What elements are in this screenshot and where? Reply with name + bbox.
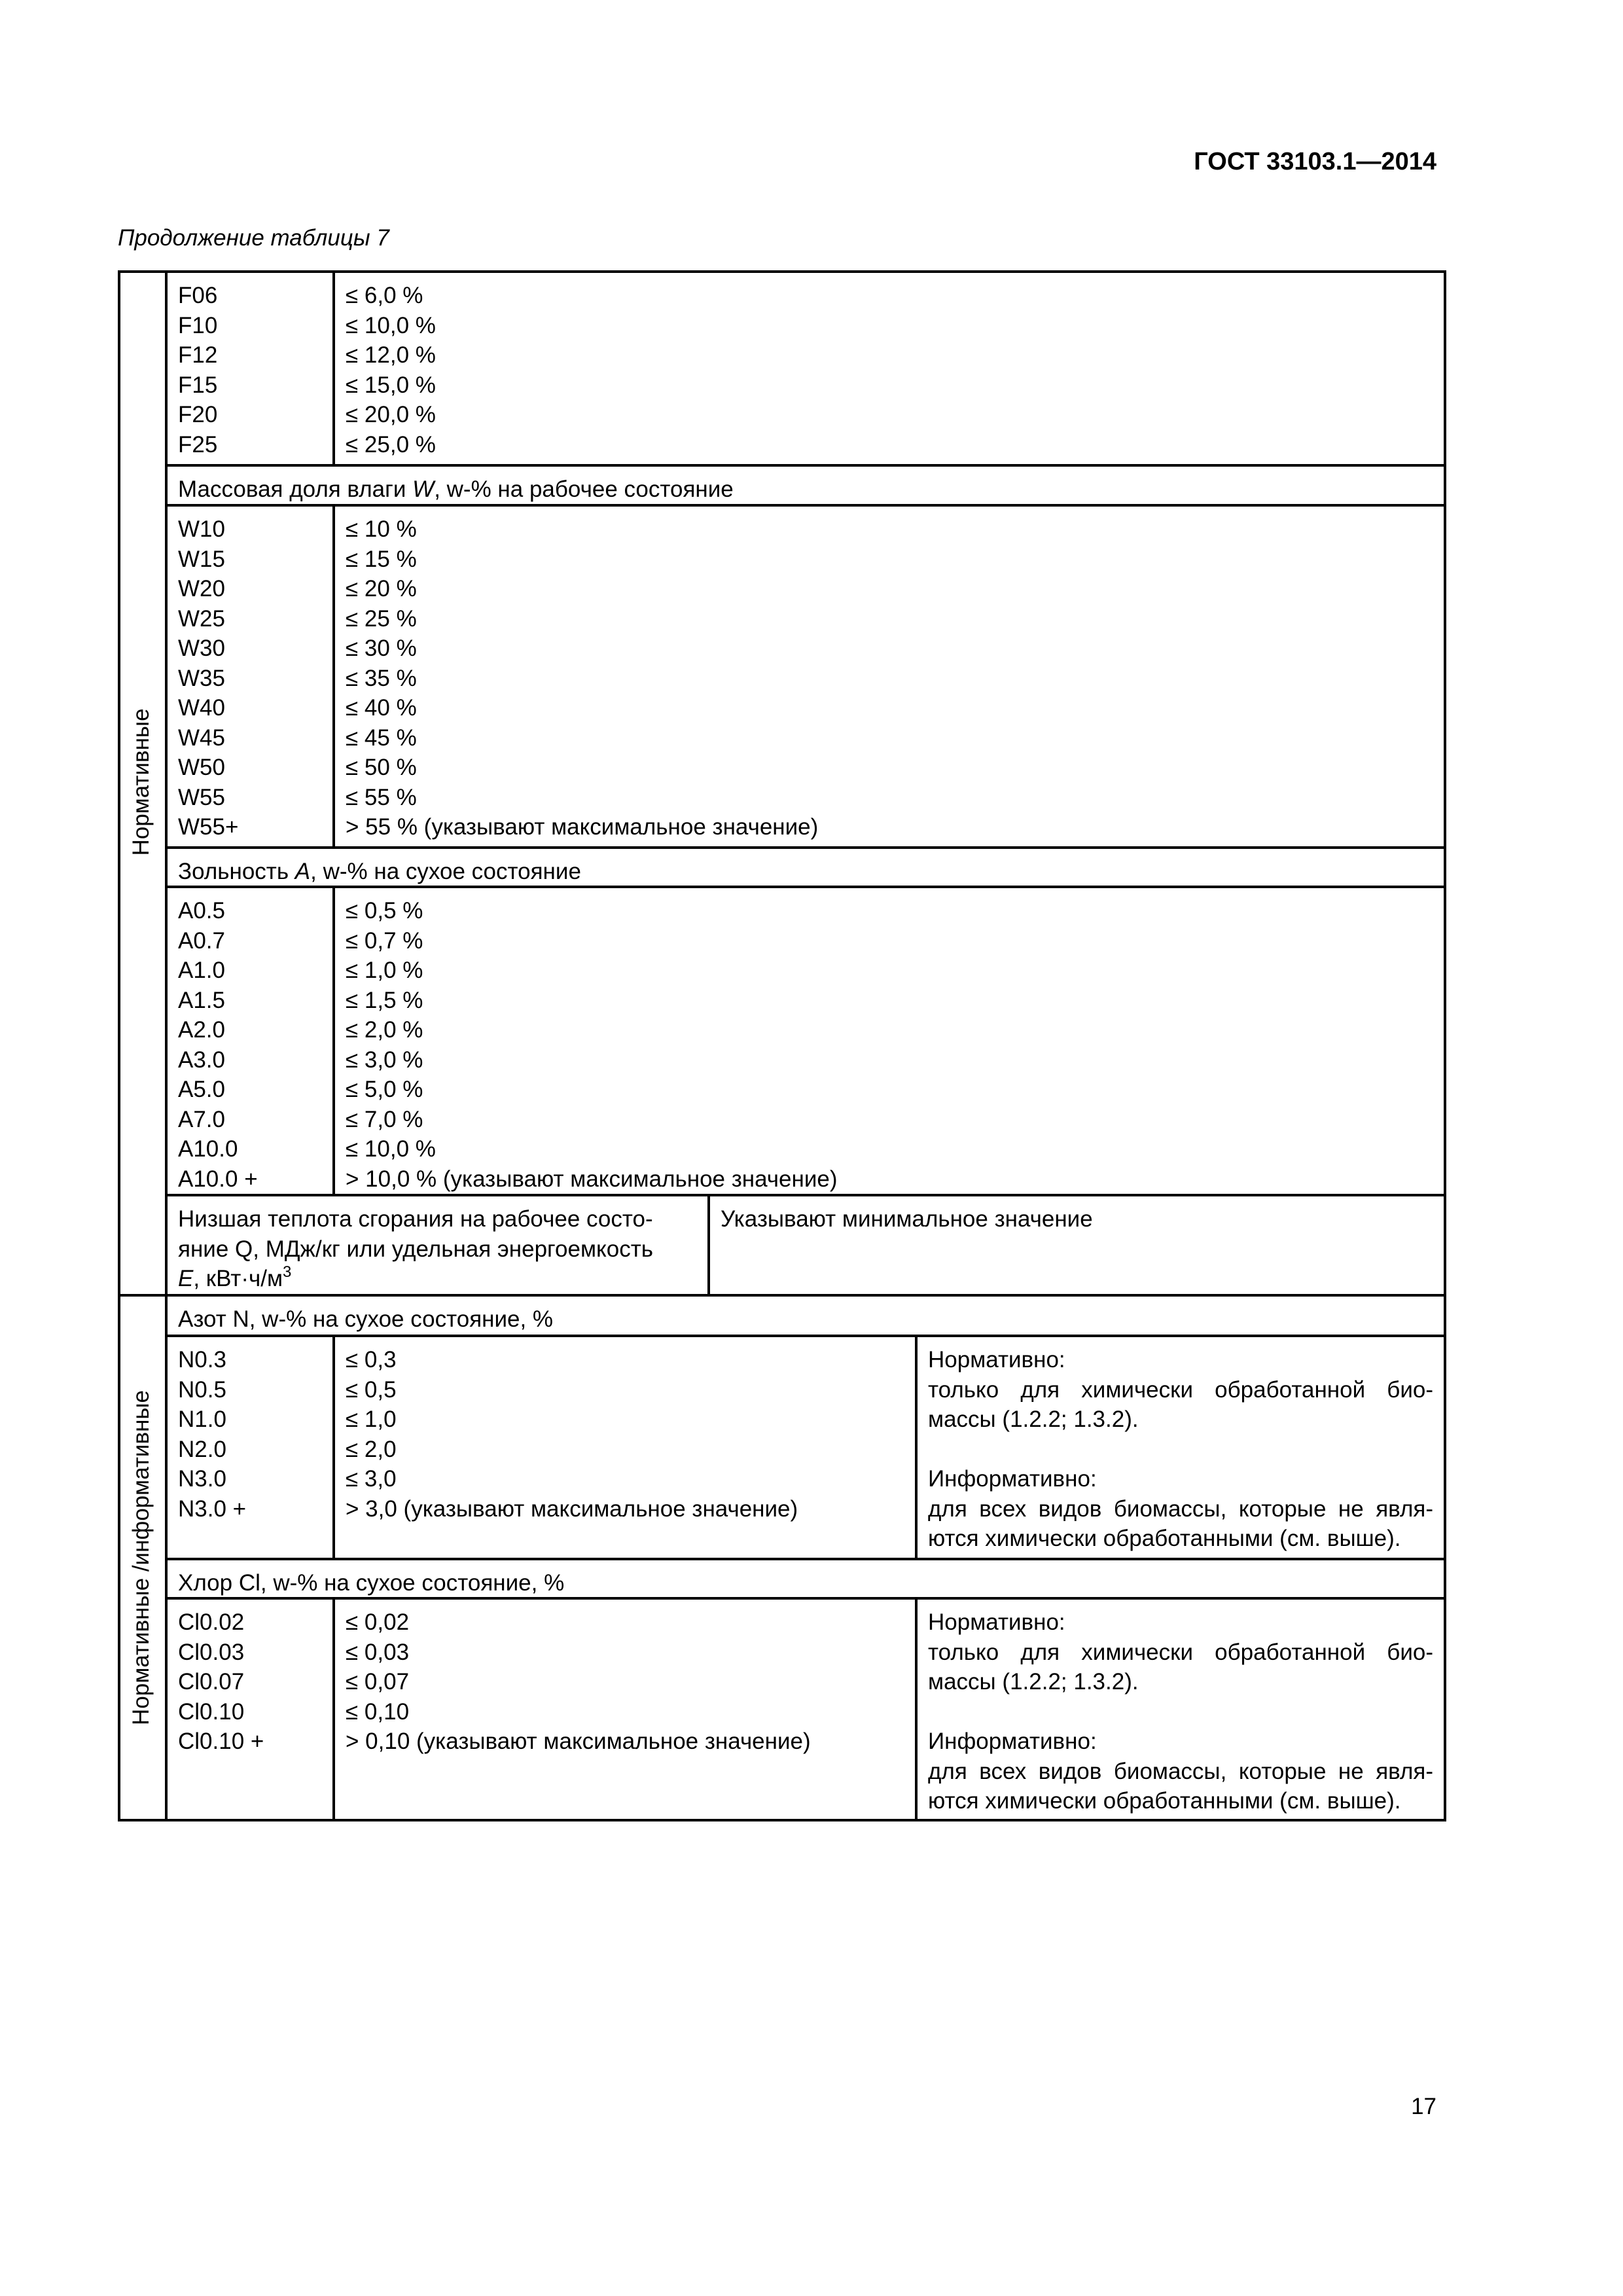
ash-code: A1.5 xyxy=(178,987,225,1013)
nitrogen-header: Азот N, w-% на сухое состояние, % xyxy=(178,1306,554,1332)
moisture-value: ≤ 10 % xyxy=(346,516,417,542)
moisture-code: W30 xyxy=(178,636,225,661)
ash-value: ≤ 3,0 % xyxy=(346,1047,423,1073)
ash-variable: A xyxy=(294,859,311,884)
note-text: ются химически обработанными (см. выше). xyxy=(928,1788,1401,1814)
moisture-value: ≤ 15 % xyxy=(346,546,417,572)
nitrogen-note-cell xyxy=(918,1337,1444,1554)
f-value: ≤ 20,0 % xyxy=(346,402,436,427)
note-text: массы (1.2.2; 1.3.2). xyxy=(928,1407,1139,1432)
moisture-header-text: , w-% на рабочее состояние xyxy=(434,476,734,502)
chlorine-value: ≤ 0,10 xyxy=(346,1698,410,1725)
heat-label-line: яние Q, МДж/кг или удельная энергоемкость xyxy=(178,1236,653,1262)
f-value: ≤ 10,0 % xyxy=(346,312,436,338)
moisture-code: W55+ xyxy=(178,814,239,840)
moisture-value: ≤ 20 % xyxy=(346,576,417,601)
note-text: только для химически обработанной био- xyxy=(928,1376,1433,1403)
moisture-code-cell xyxy=(168,507,332,842)
side-label-normative-informative: Нормативные /информативные xyxy=(128,1390,154,1726)
nitrogen-value-cell xyxy=(335,1337,915,1524)
nitrogen-value: ≤ 0,5 xyxy=(346,1376,397,1403)
moisture-code: W45 xyxy=(178,725,225,751)
classification-table xyxy=(118,270,1446,1821)
ash-code: A3.0 xyxy=(178,1047,225,1073)
chlorine-note-cell xyxy=(918,1600,1444,1816)
nitrogen-value: ≤ 1,0 xyxy=(346,1407,397,1432)
heat-value: Указывают минимальное значение xyxy=(721,1206,1093,1232)
ash-code: A0.5 xyxy=(178,898,225,924)
ash-value: > 10,0 % (указывают максимальное значение) xyxy=(346,1166,838,1192)
moisture-code: W10 xyxy=(178,516,225,542)
ash-value: ≤ 0,5 % xyxy=(346,898,423,924)
f-code: F20 xyxy=(178,402,218,427)
ash-value: ≤ 2,0 % xyxy=(346,1017,423,1043)
ash-value: ≤ 7,0 % xyxy=(346,1106,423,1132)
f-code: F15 xyxy=(178,372,218,398)
ash-value: ≤ 5,0 % xyxy=(346,1077,423,1102)
side-label-normative: Нормативные xyxy=(128,708,154,856)
chlorine-code: Cl0.02 xyxy=(178,1609,245,1635)
ash-header xyxy=(168,849,1444,887)
moisture-code: W15 xyxy=(178,546,225,572)
note-text: только для химически обработанной био- xyxy=(928,1639,1433,1665)
moisture-value: ≤ 45 % xyxy=(346,725,417,751)
nitrogen-value: ≤ 2,0 xyxy=(346,1436,397,1462)
moisture-value: ≤ 25 % xyxy=(346,605,417,632)
chlorine-value: ≤ 0,07 xyxy=(346,1669,410,1695)
nitrogen-code: N3.0 + xyxy=(178,1496,247,1522)
chlorine-value: ≤ 0,03 xyxy=(346,1639,410,1665)
heat-variable: E xyxy=(178,1266,194,1291)
nitrogen-code: N3.0 xyxy=(178,1466,226,1492)
chlorine-code: Cl0.10 + xyxy=(178,1729,264,1754)
ash-header-text: , w-% на сухое состояние xyxy=(310,859,581,884)
nitrogen-code-cell xyxy=(168,1337,332,1524)
heat-value-cell xyxy=(710,1196,1443,1234)
heat-unit-exponent: 3 xyxy=(283,1263,292,1281)
moisture-header xyxy=(168,467,1444,505)
heat-label-cell xyxy=(168,1196,707,1294)
moisture-value: ≤ 35 % xyxy=(346,665,417,691)
f-value: ≤ 15,0 % xyxy=(346,372,436,398)
ash-value: ≤ 1,0 % xyxy=(346,958,423,983)
heat-label-line: Низшая теплота сгорания на рабочее состо- xyxy=(178,1206,653,1232)
chlorine-value: ≤ 0,02 xyxy=(346,1609,410,1635)
moisture-code: W35 xyxy=(178,665,225,691)
ash-code: A10.0 + xyxy=(178,1166,258,1192)
moisture-value: ≤ 50 % xyxy=(346,755,417,780)
note-informative-title: Информативно: xyxy=(928,1729,1097,1754)
moisture-code: W55 xyxy=(178,784,225,810)
document-number: ГОСТ 33103.1—2014 xyxy=(1194,148,1436,175)
ash-header-text: Зольность xyxy=(178,859,295,884)
chlorine-code: Cl0.03 xyxy=(178,1639,245,1665)
chlorine-code: Cl0.07 xyxy=(178,1669,245,1695)
ash-value-cell xyxy=(335,888,1441,1194)
moisture-code: W50 xyxy=(178,755,225,780)
moisture-code: W40 xyxy=(178,695,225,721)
nitrogen-value: ≤ 3,0 xyxy=(346,1466,397,1492)
moisture-value: ≤ 55 % xyxy=(346,784,417,810)
note-normative-title: Нормативно: xyxy=(928,1609,1065,1635)
f-value-cell xyxy=(335,273,1441,459)
ash-value: ≤ 1,5 % xyxy=(346,987,423,1013)
ash-code: A5.0 xyxy=(178,1077,225,1102)
ash-code: A7.0 xyxy=(178,1106,225,1132)
heat-unit: , кВт·ч/м xyxy=(193,1266,283,1291)
nitrogen-value: > 3,0 (указывают максимальное значение) xyxy=(346,1496,798,1522)
ash-code-cell xyxy=(168,888,332,1194)
note-text: для всех видов биомассы, которые не явля- xyxy=(928,1758,1433,1784)
ash-value: ≤ 0,7 % xyxy=(346,927,423,954)
moisture-header-text: Массовая доля влаги xyxy=(178,476,413,502)
nitrogen-code: N0.5 xyxy=(178,1376,226,1403)
ash-code: A0.7 xyxy=(178,927,225,954)
heat-label-line xyxy=(178,1264,697,1294)
page-number: 17 xyxy=(1411,2094,1436,2119)
chlorine-value: > 0,10 (указывают максимальное значение) xyxy=(346,1729,811,1754)
moisture-value-cell xyxy=(335,507,1441,842)
ash-code: A2.0 xyxy=(178,1017,225,1043)
note-text: для всех видов биомассы, которые не явля- xyxy=(928,1496,1433,1522)
chlorine-code: Cl0.10 xyxy=(178,1698,245,1725)
moisture-variable: W xyxy=(412,476,435,502)
f-code-cell xyxy=(168,273,332,459)
chlorine-header: Хлор Cl, w-% на сухое состояние, % xyxy=(178,1570,565,1596)
ash-code: A10.0 xyxy=(178,1136,238,1162)
chlorine-value-cell xyxy=(335,1600,915,1757)
note-text: ются химически обработанными (см. выше). xyxy=(928,1526,1401,1551)
nitrogen-code: N2.0 xyxy=(178,1436,226,1462)
note-text: массы (1.2.2; 1.3.2). xyxy=(928,1669,1139,1695)
f-value: ≤ 25,0 % xyxy=(346,431,436,457)
moisture-value: ≤ 40 % xyxy=(346,695,417,721)
moisture-code: W20 xyxy=(178,576,225,601)
chlorine-code-cell xyxy=(168,1600,332,1757)
f-code: F25 xyxy=(178,431,218,457)
note-normative-title: Нормативно: xyxy=(928,1347,1065,1372)
f-code: F06 xyxy=(178,283,218,308)
f-code: F10 xyxy=(178,312,218,338)
nitrogen-code: N0.3 xyxy=(178,1347,226,1372)
nitrogen-value: ≤ 0,3 xyxy=(346,1347,397,1372)
moisture-value: ≤ 30 % xyxy=(346,636,417,661)
ash-value: ≤ 10,0 % xyxy=(346,1136,436,1162)
f-value: ≤ 12,0 % xyxy=(346,342,436,368)
note-informative-title: Информативно: xyxy=(928,1466,1097,1492)
f-value: ≤ 6,0 % xyxy=(346,283,423,308)
f-code: F12 xyxy=(178,342,218,368)
nitrogen-code: N1.0 xyxy=(178,1407,226,1432)
moisture-code: W25 xyxy=(178,605,225,632)
table-caption: Продолжение таблицы 7 xyxy=(118,225,389,251)
moisture-value: > 55 % (указывают максимальное значение) xyxy=(346,814,819,840)
ash-code: A1.0 xyxy=(178,958,225,983)
